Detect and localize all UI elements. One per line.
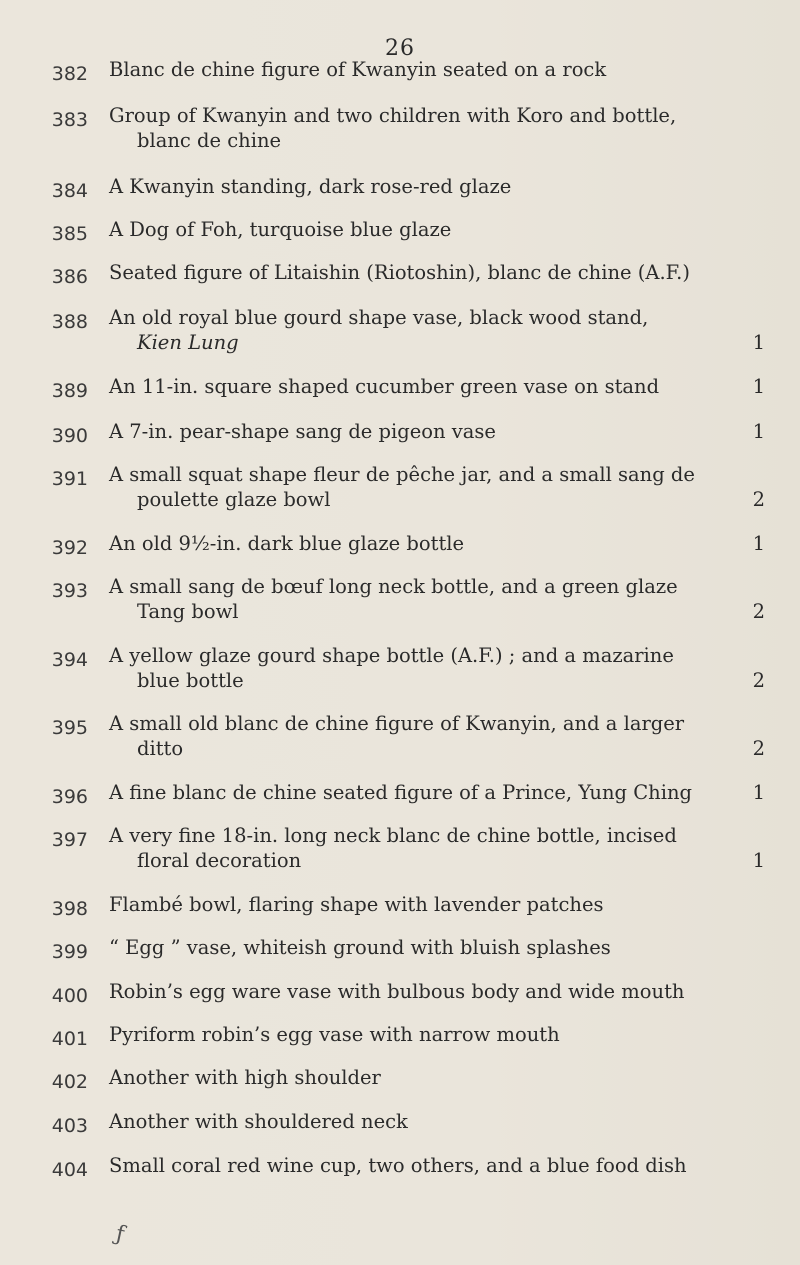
quantity: 1 — [752, 532, 765, 555]
description-line: Kien Lung — [137, 330, 239, 354]
description-line: floral decoration — [137, 848, 302, 872]
lot-number: 400 — [51, 985, 88, 1007]
entry-description — [109, 783, 769, 803]
lot-number: 403 — [51, 1115, 88, 1137]
description-line: Another with shouldered neck — [109, 1110, 408, 1133]
lot-number: 398 — [51, 898, 88, 920]
lot-number: 386 — [51, 266, 88, 288]
lot-number: 391 — [51, 468, 88, 490]
lot-number: 383 — [51, 109, 88, 131]
lot-number: 384 — [51, 180, 88, 202]
description-line: Group of Kwanyin and two children with Koro and bottle, — [109, 104, 677, 127]
lot-number: 392 — [51, 537, 88, 559]
description-line: A fine blanc de chine seated figure of a Prince, Yung Ching — [109, 781, 692, 804]
lot-number: 401 — [51, 1028, 88, 1050]
quantity: 2 — [752, 668, 765, 692]
description-line: An old 9½-in. dark blue glaze bottle — [109, 532, 465, 555]
lot-number: 389 — [51, 380, 88, 402]
entry-description — [109, 577, 769, 621]
entry-description — [109, 308, 769, 352]
entry-description — [109, 1068, 769, 1088]
quantity: 1 — [752, 420, 765, 443]
description-line: blue bottle — [137, 668, 244, 692]
description-line: A 7-in. pear-shape sang de pigeon vase — [109, 420, 496, 443]
description-line: Another with high shoulder — [109, 1066, 381, 1089]
quantity: 2 — [752, 599, 765, 623]
description-line: A small squat shape fleur de pêche jar, and a small sang de — [109, 463, 695, 486]
entry-description — [109, 1025, 769, 1045]
entry-description — [109, 263, 769, 283]
description-line: An old royal blue gourd shape vase, black wood stand, — [109, 306, 649, 329]
quantity: 2 — [752, 487, 765, 511]
entry-description — [109, 982, 769, 1002]
lot-number: 397 — [51, 829, 88, 851]
description-line: Seated figure of Litaishin (Riotoshin), blanc de chine (A.F.) — [109, 261, 690, 284]
entry-description — [109, 1112, 769, 1132]
entry-description — [109, 220, 769, 240]
entry-description — [109, 60, 769, 80]
pencil-mark-icon: ƒ — [113, 1221, 127, 1248]
description-line: blanc de chine — [137, 128, 282, 152]
lot-number: 395 — [51, 717, 88, 739]
description-line: “ Egg ” vase, whiteish ground with bluish splashes — [109, 936, 611, 959]
description-line: ditto — [137, 736, 184, 760]
entry-description — [109, 826, 769, 870]
description-line: poulette glaze bowl — [137, 487, 331, 511]
description-line: Tang bowl — [137, 599, 239, 623]
entry-description — [109, 895, 769, 915]
description-line: Flambé bowl, flaring shape with lavender patches — [109, 893, 604, 916]
quantity: 1 — [752, 848, 765, 872]
description-line: Pyriform robin’s egg vase with narrow mouth — [109, 1023, 560, 1046]
description-line: A very fine 18-in. long neck blanc de chine bottle, incised — [109, 824, 677, 847]
description-line: Small coral red wine cup, two others, and a blue food dish — [109, 1154, 687, 1177]
quantity: 1 — [752, 330, 765, 354]
description-line: A small sang de bœuf long neck bottle, and a green glaze — [109, 575, 678, 598]
lot-number: 402 — [51, 1071, 88, 1093]
entry-description — [109, 714, 769, 758]
entry-description — [109, 534, 769, 554]
quantity: 1 — [752, 781, 765, 804]
quantity: 2 — [752, 736, 765, 760]
description-line: A yellow glaze gourd shape bottle (A.F.) ; and a mazarine — [109, 644, 674, 667]
entry-description — [109, 465, 769, 509]
lot-number: 394 — [51, 649, 88, 671]
entry-description — [109, 106, 769, 150]
description-line: Blanc de chine figure of Kwanyin seated on a rock — [109, 58, 607, 81]
entry-description — [109, 646, 769, 690]
lot-number: 396 — [51, 786, 88, 808]
lot-number: 382 — [51, 63, 88, 85]
page-number: 26 — [385, 36, 415, 61]
description-line: A Dog of Foh, turquoise blue glaze — [109, 218, 452, 241]
entry-description — [109, 422, 769, 442]
description-line: A Kwanyin standing, dark rose-red glaze — [109, 175, 512, 198]
description-line: An 11-in. square shaped cucumber green vase on stand — [109, 375, 660, 398]
lot-number: 399 — [51, 941, 88, 963]
description-line: A small old blanc de chine figure of Kwanyin, and a larger — [109, 712, 685, 735]
quantity: 1 — [752, 375, 765, 398]
lot-number: 388 — [51, 311, 88, 333]
description-line: Robin’s egg ware vase with bulbous body and wide mouth — [109, 980, 685, 1003]
lot-number: 385 — [51, 223, 88, 245]
entry-description — [109, 938, 769, 958]
lot-number: 404 — [51, 1159, 88, 1181]
lot-number: 390 — [51, 425, 88, 447]
entry-description — [109, 1156, 769, 1176]
lot-number: 393 — [51, 580, 88, 602]
entry-description — [109, 177, 769, 197]
entry-description — [109, 377, 769, 397]
